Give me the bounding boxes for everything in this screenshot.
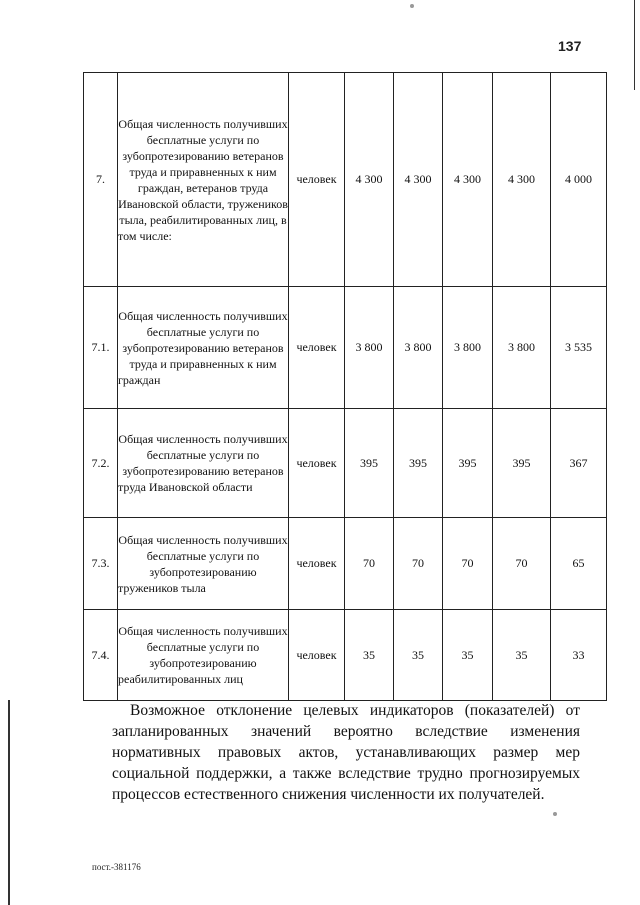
value-cell: 3 800 [443,287,493,409]
row-number: 7. [84,73,118,287]
indicator-description: Общая численность получивших бесплатные услуги по зубопротезированию ветеранов труда и приравненных к ним граждан [118,287,289,409]
indicator-description: Общая численность получивших бесплатные услуги по зубопротезированию тружеников тыла [118,518,289,610]
indicator-description: Общая численность получивших бесплатные услуги по зубопротезированию ветеранов труда Ивановской области [118,409,289,518]
value-cell: 65 [551,518,607,610]
indicators-table [83,72,607,701]
indicator-description: Общая численность получивших бесплатные услуги по зубопротезированию ветеранов труда и приравненных к ним граждан, ветеранов труда Ивановской области, тружеников тыла, реабилитированных лиц, в том числе: [118,73,289,287]
value-cell: 395 [493,409,551,518]
value-cell: 4 300 [493,73,551,287]
value-cell: 3 800 [345,287,394,409]
row-number: 7.1. [84,287,118,409]
value-cell: 4 300 [443,73,493,287]
footer-code: пост.-381176 [92,862,141,872]
value-cell: 3 800 [493,287,551,409]
value-cell: 35 [443,610,493,701]
value-cell: 3 535 [551,287,607,409]
table-row [84,73,607,287]
value-cell: 33 [551,610,607,701]
value-cell: 35 [345,610,394,701]
value-cell: 4 000 [551,73,607,287]
table-row [84,610,607,701]
unit-cell: человек [289,73,345,287]
unit-cell: человек [289,409,345,518]
left-margin-line [8,700,10,905]
value-cell: 70 [394,518,443,610]
value-cell: 70 [345,518,394,610]
unit-cell: человек [289,518,345,610]
page-number: 137 [558,38,582,54]
value-cell: 367 [551,409,607,518]
value-cell: 395 [443,409,493,518]
unit-cell: человек [289,287,345,409]
right-margin-line [634,0,635,90]
value-cell: 3 800 [394,287,443,409]
unit-cell: человек [289,610,345,701]
scan-mark [410,4,414,8]
table-row [84,518,607,610]
table-row [84,287,607,409]
value-cell: 4 300 [394,73,443,287]
scan-mark [553,812,557,816]
value-cell: 395 [394,409,443,518]
row-number: 7.4. [84,610,118,701]
row-number: 7.2. [84,409,118,518]
indicator-description: Общая численность получивших бесплатные услуги по зубопротезированию реабилитированных лиц [118,610,289,701]
value-cell: 70 [443,518,493,610]
value-cell: 4 300 [345,73,394,287]
value-cell: 35 [394,610,443,701]
table-row [84,409,607,518]
row-number: 7.3. [84,518,118,610]
value-cell: 35 [493,610,551,701]
value-cell: 395 [345,409,394,518]
value-cell: 70 [493,518,551,610]
body-paragraph: Возможное отклонение целевых индикаторов (показателей) от запланированных значений вероятно вследствие изменения нормативных правовых актов, устанавливающих размер мер социальной поддержки, а также вследствие трудно прогнозируемых процессов естественного снижения численности их получателей. [112,702,580,803]
